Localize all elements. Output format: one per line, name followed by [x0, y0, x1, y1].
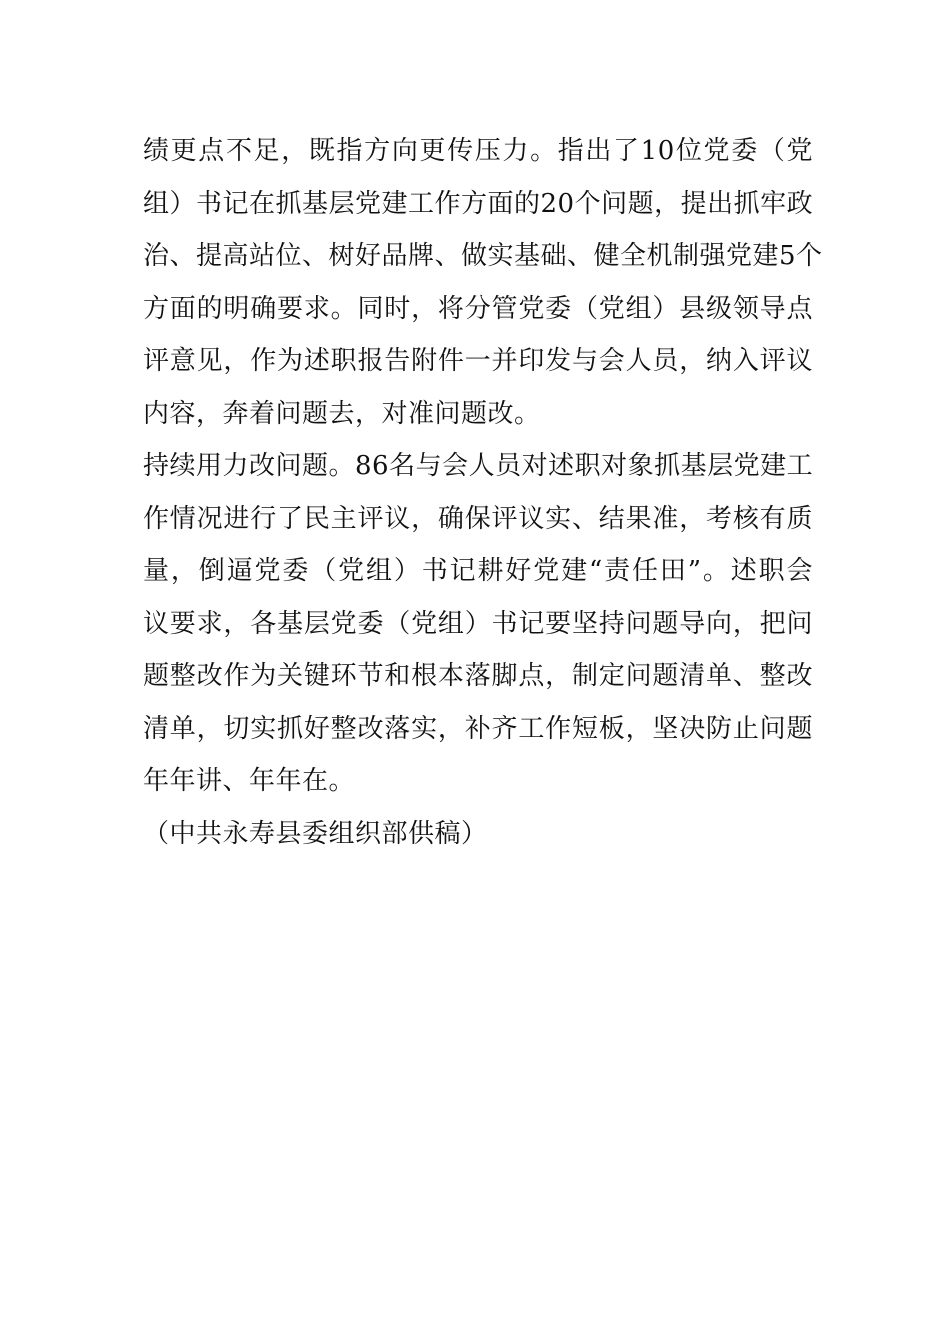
- text-line: 组）书记在抓基层党建工作方面的20个问题，提出抓牢政: [143, 188, 814, 219]
- text-line: 年年讲、年年在。: [143, 766, 356, 796]
- text-line: 作情况进行了民主评议，确保评议实、结果准，考核有质: [143, 503, 813, 534]
- paragraph: [143, 443, 813, 811]
- document-body: [143, 128, 823, 863]
- text-line: 治、提高站位、树好品牌、做实基础、健全机制强党建5个: [143, 241, 823, 271]
- text-line: 清单，切实抓好整改落实，补齐工作短板，坚决防止问题: [143, 713, 813, 744]
- text-line: 内容，奔着问题去，对准问题改。: [143, 398, 541, 429]
- text-line: 方面的明确要求。同时，将分管党委（党组）县级领导点: [143, 293, 813, 324]
- text-line: 绩更点不足，既指方向更传压力。指出了10位党委（党: [143, 136, 813, 166]
- text-line: 议要求，各基层党委（党组）书记要坚持问题导向，把问: [143, 608, 813, 639]
- paragraph: [143, 128, 823, 443]
- text-line: 持续用力改问题。86名与会人员对述职对象抓基层党建工: [143, 451, 814, 481]
- source-note: （中共永寿县委组织部供稿）: [143, 818, 488, 849]
- text-line: 题整改作为关键环节和根本落脚点，制定问题清单、整改: [143, 661, 813, 691]
- text-line: 评意见，作为述职报告附件一并印发与会人员，纳入评议: [143, 346, 813, 376]
- text-line: 量，倒逼党委（党组）书记耕好党建“责任田”。述职会: [143, 556, 813, 586]
